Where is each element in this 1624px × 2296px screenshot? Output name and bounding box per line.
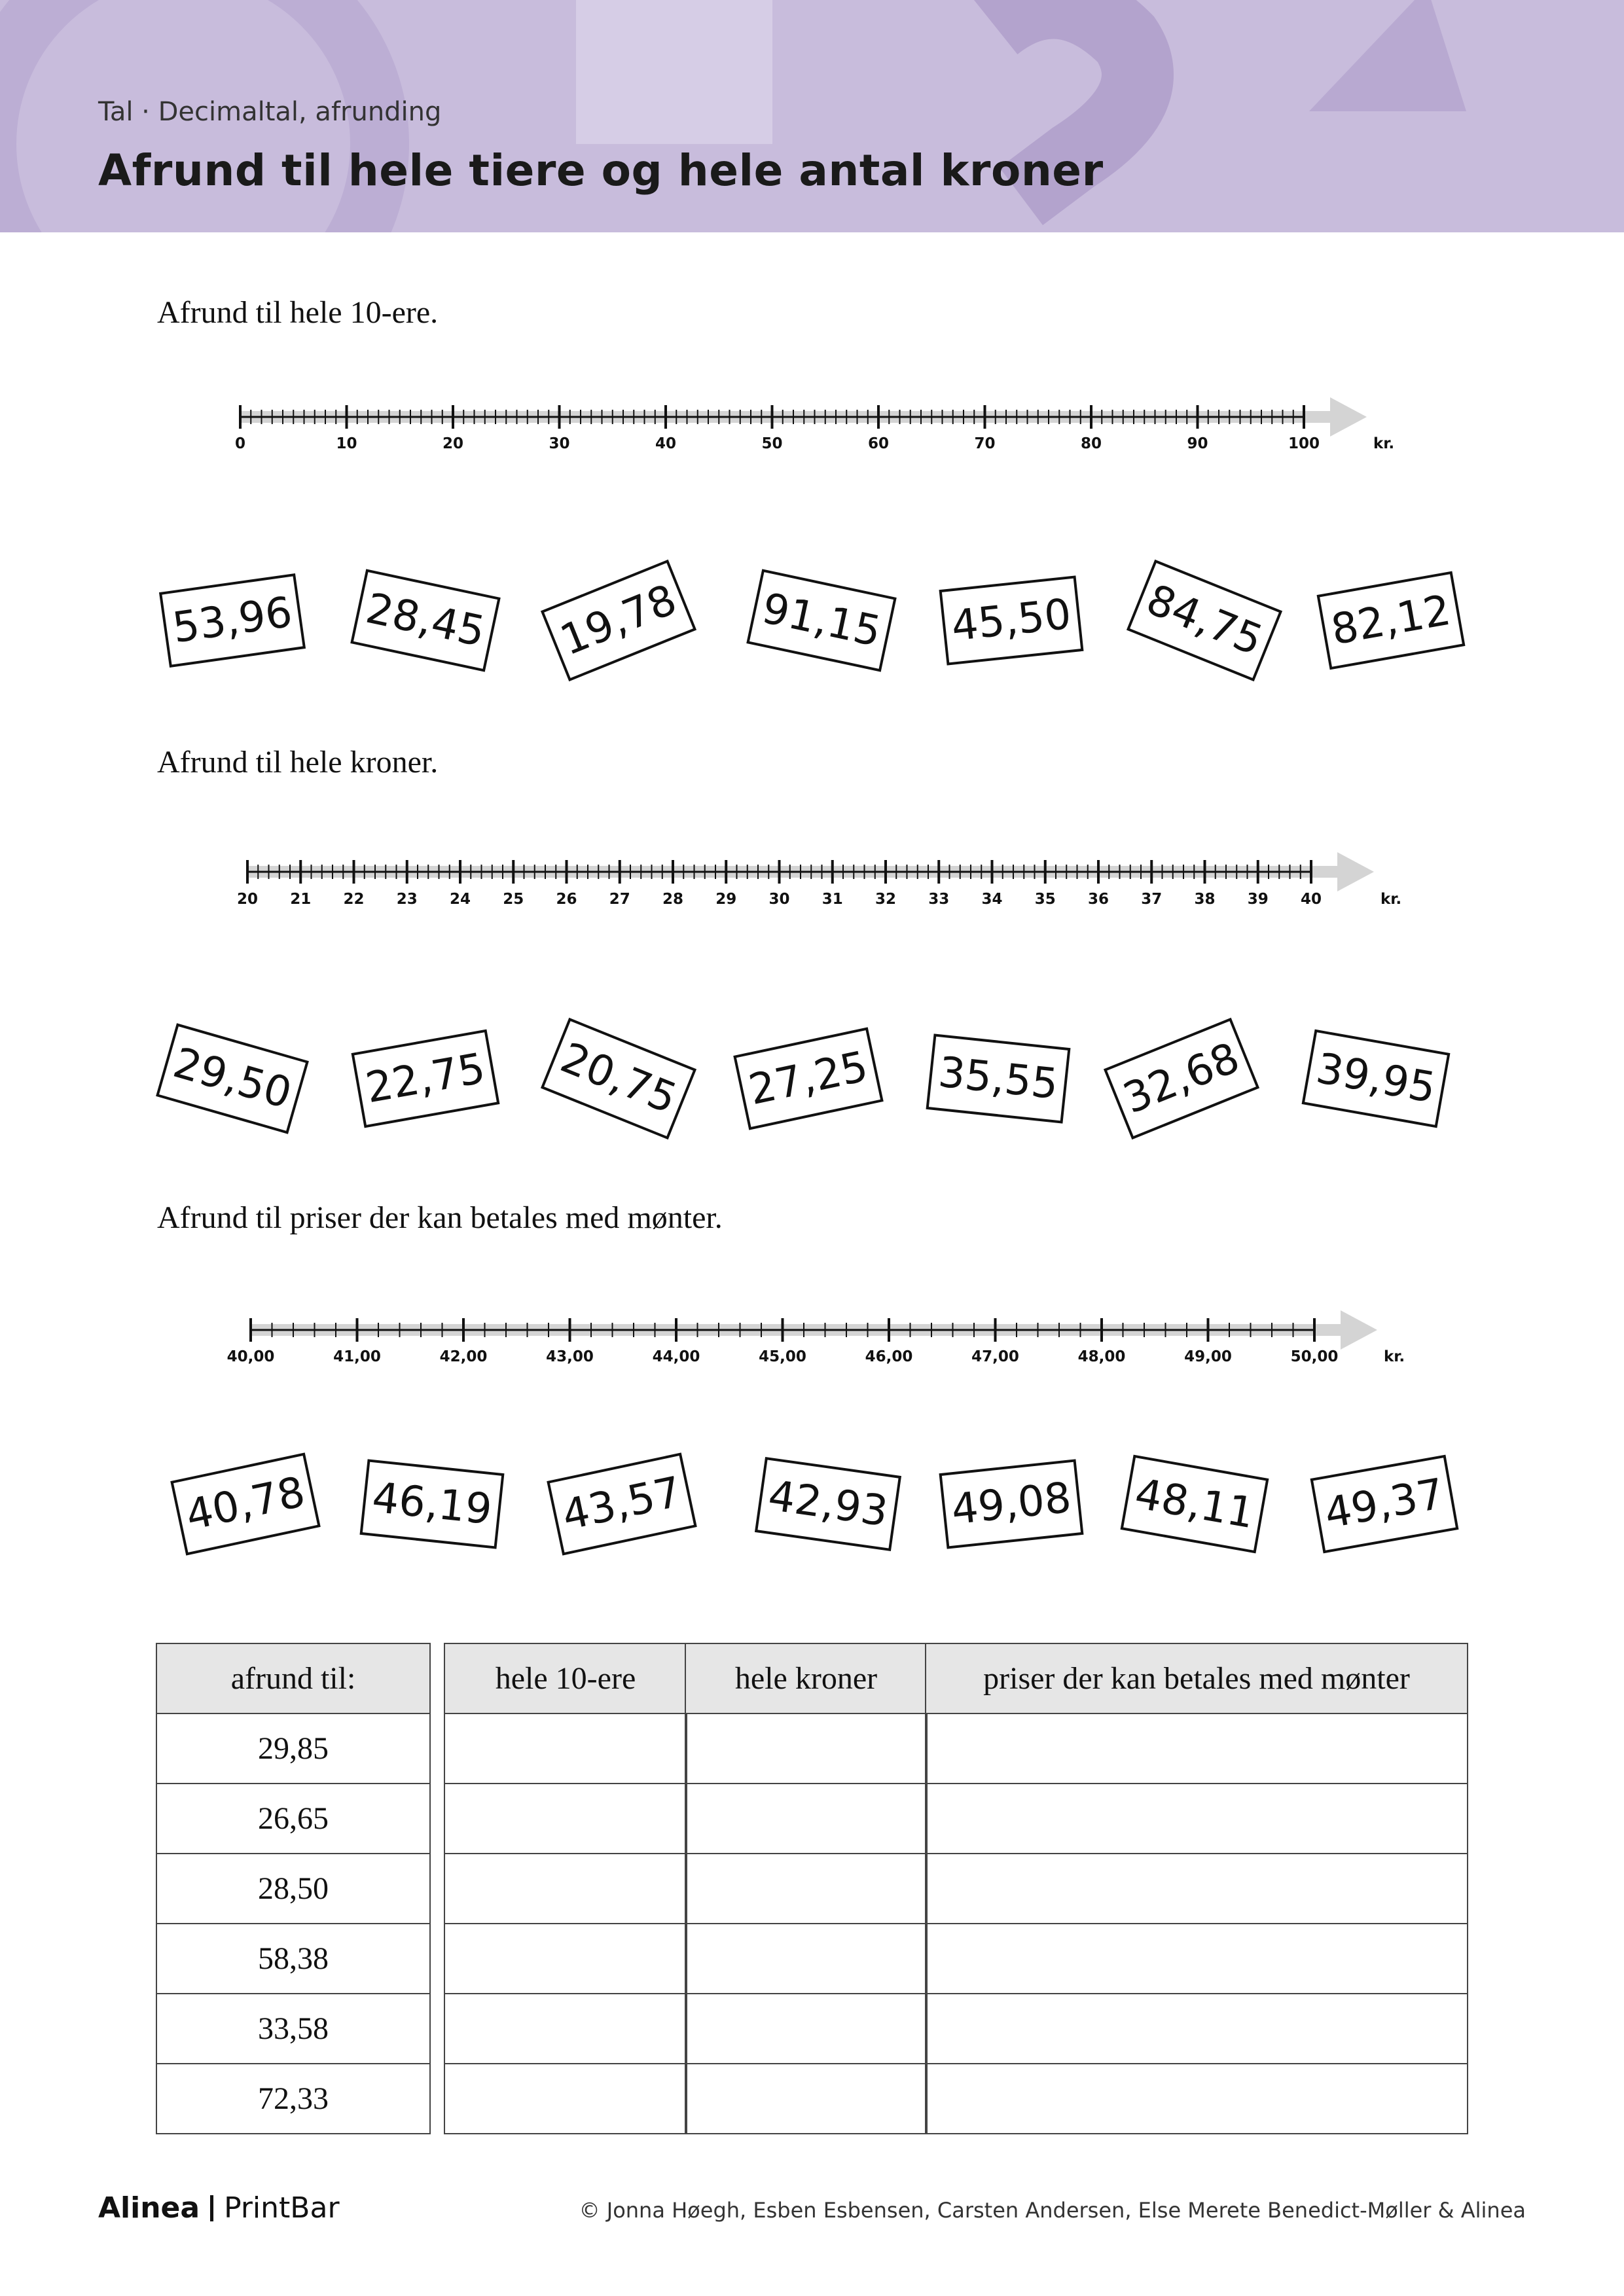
tick-label: 35 [1034, 891, 1056, 908]
table-header-cell: hele kroner [685, 1643, 928, 1714]
tick-label: 27 [609, 891, 630, 908]
tick-label: 33 [928, 891, 950, 908]
answer-cell[interactable] [444, 1853, 687, 1924]
page-title: Afrund til hele tiere og hele antal kroner [98, 145, 1104, 196]
answer-cell[interactable] [444, 1713, 687, 1784]
instruction-tens: Afrund til hele 10-ere. [157, 295, 439, 330]
number-card: 22,75 [352, 1030, 500, 1128]
number-card: 29,50 [156, 1023, 309, 1134]
tick-label: 20 [236, 891, 259, 908]
tick-label: 70 [974, 435, 996, 452]
tick-label: 60 [867, 435, 890, 452]
tick-label: 90 [1187, 435, 1208, 452]
table-header-cell: priser der kan betales med mønter [925, 1643, 1468, 1714]
tick-label: 42,00 [439, 1348, 488, 1365]
answer-cell[interactable] [685, 1923, 928, 1994]
tick-label: 24 [449, 891, 471, 908]
number-card: 35,55 [926, 1033, 1071, 1123]
answer-cell[interactable] [444, 1993, 687, 2064]
number-card: 49,37 [1310, 1455, 1459, 1554]
answer-cell[interactable] [685, 1713, 928, 1784]
tick-label: 21 [290, 891, 312, 908]
answer-cell[interactable] [685, 1993, 928, 2064]
answer-cell[interactable] [685, 1853, 928, 1924]
instruction-coins: Afrund til priser der kan betales med mønter. [157, 1200, 723, 1235]
answer-cell[interactable] [444, 2063, 687, 2134]
number-card: 53,96 [159, 573, 306, 668]
footer-logo [98, 2191, 340, 2225]
tick-label: 50,00 [1290, 1348, 1339, 1365]
tick-label: 38 [1194, 891, 1216, 908]
answer-cell[interactable] [685, 1783, 928, 1854]
number-card: 82,12 [1317, 571, 1466, 670]
tick-label: 49,00 [1184, 1348, 1232, 1365]
tick-label: 31 [821, 891, 843, 908]
tick-label: 45,00 [759, 1348, 806, 1365]
number-card: 43,57 [547, 1452, 697, 1555]
tick-label: 46,00 [865, 1348, 913, 1365]
tick-label: 25 [503, 891, 524, 908]
tick-label: 10 [336, 435, 357, 452]
table-value-cell: 29,85 [156, 1713, 431, 1784]
tick-label: 37 [1141, 891, 1163, 908]
tick-label: 20 [442, 435, 464, 452]
table-header-cell: afrund til: [156, 1643, 431, 1714]
brand-alinea: Alinea [98, 2191, 200, 2225]
tick-label: 30 [768, 891, 790, 908]
tick-label: 29 [715, 891, 737, 908]
number-card: 46,19 [360, 1459, 505, 1549]
answer-cell[interactable] [444, 1783, 687, 1854]
number-card: 32,68 [1104, 1018, 1259, 1139]
number-card: 84,75 [1127, 560, 1282, 681]
answer-cell[interactable] [925, 1853, 1468, 1924]
table-value-cell: 58,38 [156, 1923, 431, 1994]
number-card: 20,75 [541, 1018, 696, 1139]
number-card: 19,78 [541, 560, 696, 681]
tick-label: 23 [396, 891, 418, 908]
answer-cell[interactable] [685, 2063, 928, 2134]
tick-label: 100 [1288, 435, 1320, 452]
tick-label: 48,00 [1077, 1348, 1126, 1365]
tick-label: 40 [1300, 891, 1322, 908]
instruction-kroner: Afrund til hele kroner. [157, 745, 439, 780]
answer-cell[interactable] [925, 1783, 1468, 1854]
tick-label: 80 [1080, 435, 1102, 452]
answer-cell[interactable] [925, 2063, 1468, 2134]
tick-label: 0 [234, 435, 246, 452]
tick-label: 44,00 [652, 1348, 700, 1365]
tick-label: 40 [655, 435, 677, 452]
table-value-cell: 26,65 [156, 1783, 431, 1854]
tick-label: 36 [1087, 891, 1110, 908]
tick-label: 41,00 [333, 1348, 381, 1365]
table-value-cell: 28,50 [156, 1853, 431, 1924]
unit-label: kr. [1384, 1348, 1405, 1365]
tick-label: 43,00 [546, 1348, 594, 1365]
answer-cell[interactable] [925, 1923, 1468, 1994]
number-card: 40,78 [170, 1452, 321, 1555]
footer-copyright: © Jonna Høegh, Esben Esbensen, Carsten Andersen, Else Merete Benedict-Møller & Alinea [579, 2198, 1526, 2223]
number-card: 48,11 [1121, 1455, 1269, 1554]
tick-label: 47,00 [971, 1348, 1019, 1365]
answer-cell[interactable] [444, 1923, 687, 1994]
number-card: 45,50 [939, 575, 1084, 665]
table-value-cell: 33,58 [156, 1993, 431, 2064]
answer-cell[interactable] [925, 1713, 1468, 1784]
tick-label: 50 [761, 435, 783, 452]
brand-printbar: PrintBar [224, 2191, 340, 2225]
number-card: 27,25 [733, 1027, 884, 1130]
table-header-cell: hele 10-ere [444, 1643, 687, 1714]
tick-label: 26 [556, 891, 577, 908]
number-card: 42,93 [755, 1457, 901, 1551]
tick-label: 28 [662, 891, 684, 908]
number-card: 28,45 [350, 569, 501, 672]
number-card: 49,08 [939, 1459, 1084, 1549]
tick-label: 34 [981, 891, 1003, 908]
tick-label: 32 [875, 891, 897, 908]
breadcrumb: Tal · Decimaltal, afrunding [98, 97, 442, 127]
tick-label: 22 [343, 891, 365, 908]
unit-label: kr. [1380, 891, 1402, 908]
brand-separator [210, 2195, 213, 2221]
number-card: 39,95 [1302, 1030, 1451, 1128]
tick-label: 30 [549, 435, 570, 452]
tick-label: 40,00 [226, 1348, 275, 1365]
unit-label: kr. [1373, 435, 1395, 452]
table-value-cell: 72,33 [156, 2063, 431, 2134]
tick-label: 39 [1247, 891, 1269, 908]
number-card: 91,15 [746, 569, 897, 672]
answer-cell[interactable] [925, 1993, 1468, 2064]
